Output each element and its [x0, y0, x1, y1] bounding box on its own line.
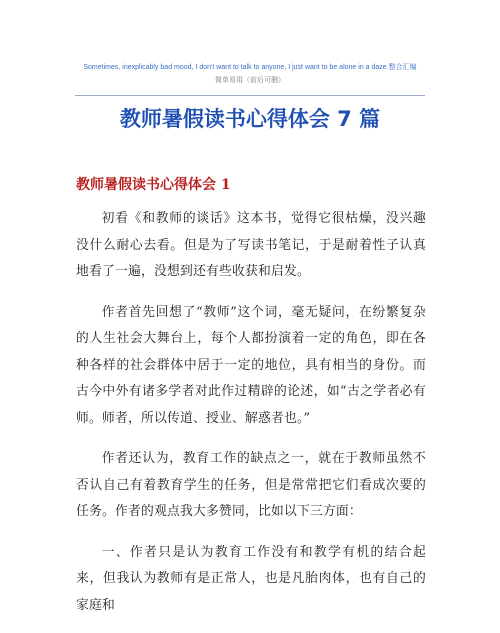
- paragraph: 一、作者只是认为教育工作没有和教学有机的结合起来，但我认为教师有是正常人，也是凡胎肉体，也有自己的家庭和: [76, 544, 426, 613]
- header-note: [60, 62, 440, 86]
- paragraph: 初看《和教师的谈话》这本书，觉得它很枯燥，没兴趣没什么耐心去看。但是为了写读书笔记，于是耐着性子认真地看了一遍，没想到还有些收获和启发。: [76, 211, 426, 279]
- section-heading: 教师暑假读书心得体会 1: [76, 177, 231, 193]
- header-note-line1: Sometimes, inexplicably bad mood, I don't want to talk to anyone, I just want to be alone in a daze.整合汇编: [83, 64, 417, 71]
- paragraph: 作者还认为，教育工作的缺点之一，就在于教师虽然不否认自己有着教育学生的任务，但是常常把它们看成次要的任务。作者的观点我大多赞同，比如以下三方面：: [76, 451, 426, 519]
- header-divider: [75, 95, 425, 96]
- paragraph: 作者首先回想了“教师”这个词，毫无疑问，在纷繁复杂的人生社会大舞台上，每个人都扮演着一定的角色，即在各种各样的社会群体中居于一定的地位，具有相当的身份。而古今中外有诸多学者对此作过精辟的论述，如“古之学者必有师。师者，所以传道、授业、解惑者也。”: [76, 304, 426, 426]
- header-note-line2: 简单易用（前后可删）: [215, 77, 285, 84]
- body-text: [76, 206, 426, 633]
- document-title: 教师暑假读书心得体会 7 篇: [119, 107, 381, 131]
